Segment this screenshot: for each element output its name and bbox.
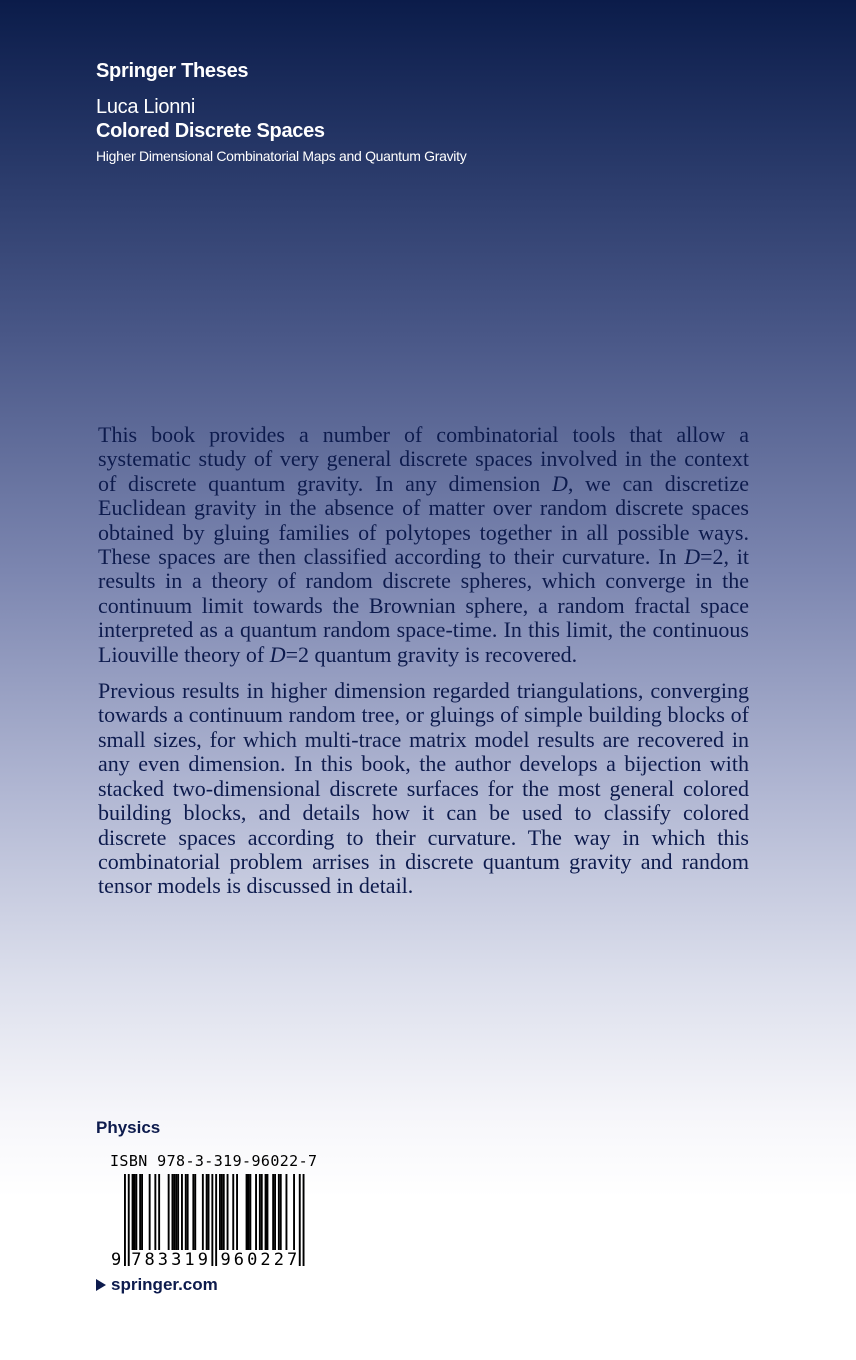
subject-category: Physics (96, 1118, 161, 1137)
barcode-bar (211, 1174, 213, 1266)
description-paragraph-2: Previous results in higher dimension regarded triangulations, converging towards a continuum random tree, or gluings of simple building blocks of small sizes, for which multi-trace matrix model results are recovered in any even dimension. In this book, the author develops a bijection with stacked two-dimensional discrete surfaces for the most general colored building blocks, and details how it can be used to classify colored discrete spaces according to their curvature. The way in which this combinatorial problem arrises in discrete quantum gravity and random tensor models is discussed in detail. (98, 678, 749, 899)
barcode-digit: 1 (184, 1250, 195, 1268)
barcode-bar (154, 1174, 156, 1250)
barcode-bar (223, 1174, 225, 1250)
barcode-digit: 0 (247, 1250, 258, 1268)
barcode-bar (192, 1174, 194, 1250)
barcode-bar (293, 1174, 295, 1250)
description-text: =2, it results in a theory of random discrete spheres, which converge in the continuum limit towards the Brownian sphere, a random fractal space interpreted as a quantum random space-time. In this limit, the continuous Liouville theory of (98, 544, 749, 667)
barcode-bar (278, 1174, 280, 1250)
barcode-bar (172, 1174, 174, 1250)
barcode-bar (187, 1174, 189, 1250)
description-text: , we can discretize Euclidean gravity in the absence of matter over random discrete spaces obtained by gluing families of polytopes together in all possible ways. These spaces are then classified according to their curvature. In (98, 470, 749, 570)
barcode-bar (139, 1174, 141, 1250)
barcode-digit: 9 (197, 1250, 208, 1268)
dimension-symbol: D (269, 641, 286, 667)
barcode-bar (286, 1174, 288, 1250)
barcode-bar (181, 1174, 183, 1250)
barcode-digit: 3 (171, 1250, 182, 1268)
barcode-bar (303, 1174, 305, 1266)
barcode-bar (175, 1174, 177, 1250)
barcode-digit: 7 (287, 1250, 298, 1268)
barcode-bar (208, 1174, 210, 1250)
barcode-digit: 6 (233, 1250, 245, 1268)
description-paragraph-1 (98, 423, 749, 667)
barcode-bar (219, 1174, 221, 1250)
barcode-bar (141, 1174, 143, 1250)
barcode-digit: 7 (131, 1250, 142, 1268)
barcode-bar (185, 1174, 187, 1250)
barcode-bar (221, 1174, 223, 1250)
barcode-bar (267, 1174, 269, 1250)
barcode-digit: 2 (260, 1250, 271, 1268)
barcode-bar (265, 1174, 267, 1250)
barcode-bar (206, 1174, 208, 1250)
isbn-number: ISBN 978-3-319-96022-7 (110, 1152, 318, 1170)
barcode-bar (248, 1174, 250, 1250)
publisher-website[interactable] (96, 1275, 218, 1295)
barcode-bar (135, 1174, 137, 1250)
barcode-bar (194, 1174, 196, 1250)
barcode-bar (299, 1174, 301, 1266)
description-text: =2 quantum gravity is recovered. (285, 641, 578, 667)
book-subtitle: Higher Dimensional Combinatorial Maps and Quantum Gravity (96, 148, 467, 164)
dimension-symbol: D (684, 544, 701, 570)
barcode-bar (261, 1174, 263, 1250)
barcode-bar (249, 1174, 251, 1250)
author-name: Luca Lionni (96, 96, 196, 118)
barcode-bar (259, 1174, 261, 1250)
barcode-bar (124, 1174, 126, 1266)
barcode-bar (158, 1174, 160, 1250)
barcode-bar (173, 1174, 175, 1250)
barcode-bar (227, 1174, 229, 1250)
barcode-bar (168, 1174, 170, 1250)
barcode-bar (232, 1174, 234, 1250)
barcode-bar (272, 1174, 274, 1250)
barcode-digit: 3 (157, 1250, 169, 1268)
isbn-barcode (110, 1174, 306, 1268)
dimension-symbol: D (551, 470, 568, 496)
description-text: This book provides a number of combinatorial tools that allow a systematic study of very general discrete spaces involved in the context of discrete quantum gravity. In any dimension (98, 422, 749, 496)
barcode-digit: 9 (220, 1250, 231, 1268)
barcode-bar (128, 1174, 130, 1266)
barcode-bar (177, 1174, 179, 1250)
barcode-bar (132, 1174, 134, 1250)
barcode-digit: 2 (273, 1250, 284, 1268)
book-title: Colored Discrete Spaces (96, 120, 325, 142)
website-label: springer.com (111, 1275, 218, 1294)
book-description (98, 423, 749, 911)
barcode-bar (280, 1174, 282, 1250)
barcode-digit: 8 (144, 1250, 155, 1268)
barcode-bar (274, 1174, 276, 1250)
barcode-bar (149, 1174, 151, 1250)
series-name: Springer Theses (96, 60, 249, 82)
play-arrow-icon (96, 1279, 106, 1291)
barcode-bar (246, 1174, 248, 1250)
barcode-bar (255, 1174, 257, 1250)
barcode-bar (202, 1174, 204, 1250)
barcode-bar (134, 1174, 136, 1250)
barcode-bar (236, 1174, 238, 1250)
barcode-digit: 9 (111, 1250, 122, 1268)
barcode-bar (215, 1174, 217, 1266)
